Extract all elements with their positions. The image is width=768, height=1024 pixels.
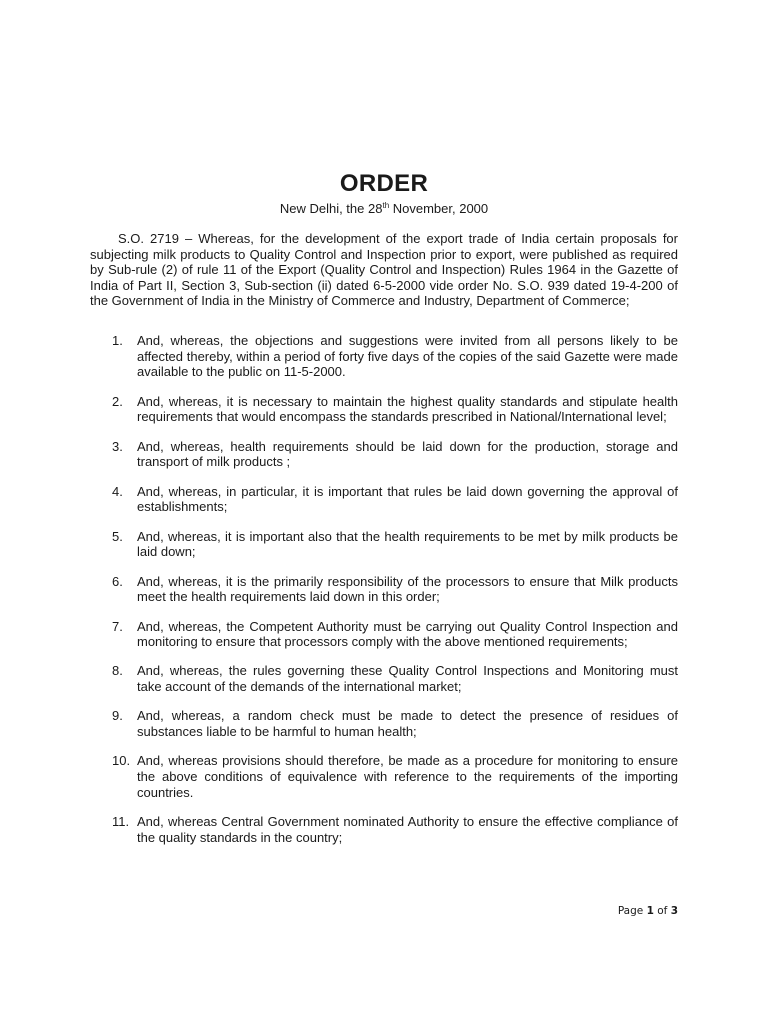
list-item-text: And, whereas Central Government nominated Authority to ensure the effective compliance of the quality standards in the country;: [137, 814, 678, 845]
list-item-text: And, whereas, it is the primarily responsibility of the processors to ensure that Milk products meet the health requirements laid down in this order;: [137, 573, 678, 605]
current-page-number: 1: [646, 905, 654, 917]
dateline-text: New Delhi, the 28: [279, 201, 383, 216]
list-item-text: And, whereas provisions should therefore, be made as a procedure for monitoring to ensure the above conditions of equivalence with reference to the requirements of the importing countries.: [137, 753, 678, 800]
recitals-list: [112, 333, 678, 859]
list-item-number: 2.: [112, 393, 123, 409]
list-item-number: 10.: [112, 753, 131, 769]
list-item-number: 4.: [112, 483, 123, 499]
list-item: [112, 484, 678, 515]
list-item-number: 1.: [112, 333, 123, 348]
list-item-text: And, whereas, the rules governing these Quality Control Inspections and Monitoring must take account of the demands of the international market;: [137, 663, 678, 695]
list-item-number: 3.: [112, 438, 123, 454]
page-number-footer: [618, 905, 678, 917]
list-item-text: And, whereas, a random check must be made to detect the presence of residues of substances liable to be harmful to human health;: [137, 708, 678, 740]
document-title: ORDER: [339, 170, 429, 197]
list-item-number: 7.: [112, 618, 123, 634]
list-item-text: And, whereas, the objections and suggestions were invited from all persons likely to be affected thereby, within a period of forty five days of the copies of the said Gazette were made available to the public on 11-5-2000.: [137, 333, 678, 380]
list-item: [112, 663, 678, 694]
preamble-paragraph: S.O. 2719 – Whereas, for the development of the export trade of India certain proposals for subjecting milk products to Quality Control and Inspection prior to export, were published as required by Sub-rule (2) of rule 11 of the Export (Quality Control and Inspection) Rules 1964 in the Gazette of India of Part II, Section 3, Sub-section (ii) dated 6-5-2000 vide order No. S.O. 939 dated 19-4-200 of the Government of India in the Ministry of Commerce and Industry, Department of Commerce;: [90, 231, 678, 309]
list-item-text: And, whereas, it is important also that the health requirements to be met by milk products be laid down;: [137, 528, 678, 560]
list-item-number: 5.: [112, 528, 123, 544]
list-item-number: 6.: [112, 573, 123, 589]
dateline-ordinal-suffix: th: [382, 201, 390, 210]
list-item: [112, 708, 678, 739]
list-item-text: And, whereas, in particular, it is important that rules be laid down governing the approval of establishments;: [137, 483, 678, 515]
list-item: [112, 574, 678, 605]
list-item-text: And, whereas, it is necessary to maintain the highest quality standards and stipulate health requirements that would encompass the standards prescribed in National/International level;: [137, 393, 678, 425]
list-item-number: 11.: [112, 814, 130, 830]
list-item: [112, 439, 678, 470]
list-item: [112, 619, 678, 650]
dateline-month-year: November, 2000: [389, 201, 489, 216]
list-item-number: 8.: [112, 663, 123, 679]
dateline: [0, 201, 768, 216]
list-item-number: 9.: [112, 708, 123, 724]
list-item: [112, 394, 678, 425]
list-item: [112, 753, 678, 800]
list-item-text: And, whereas, the Competent Authority must be carrying out Quality Control Inspection and monitoring to ensure that processors comply with the above mentioned requirements;: [137, 618, 678, 650]
list-item: [112, 333, 678, 380]
of-word: of: [653, 905, 671, 917]
list-item: [112, 814, 678, 845]
page-word: Page: [617, 905, 647, 917]
list-item: [112, 529, 678, 560]
total-pages-number: 3: [670, 905, 678, 917]
list-item-text: And, whereas, health requirements should be laid down for the production, storage and transport of milk products ;: [137, 438, 678, 470]
